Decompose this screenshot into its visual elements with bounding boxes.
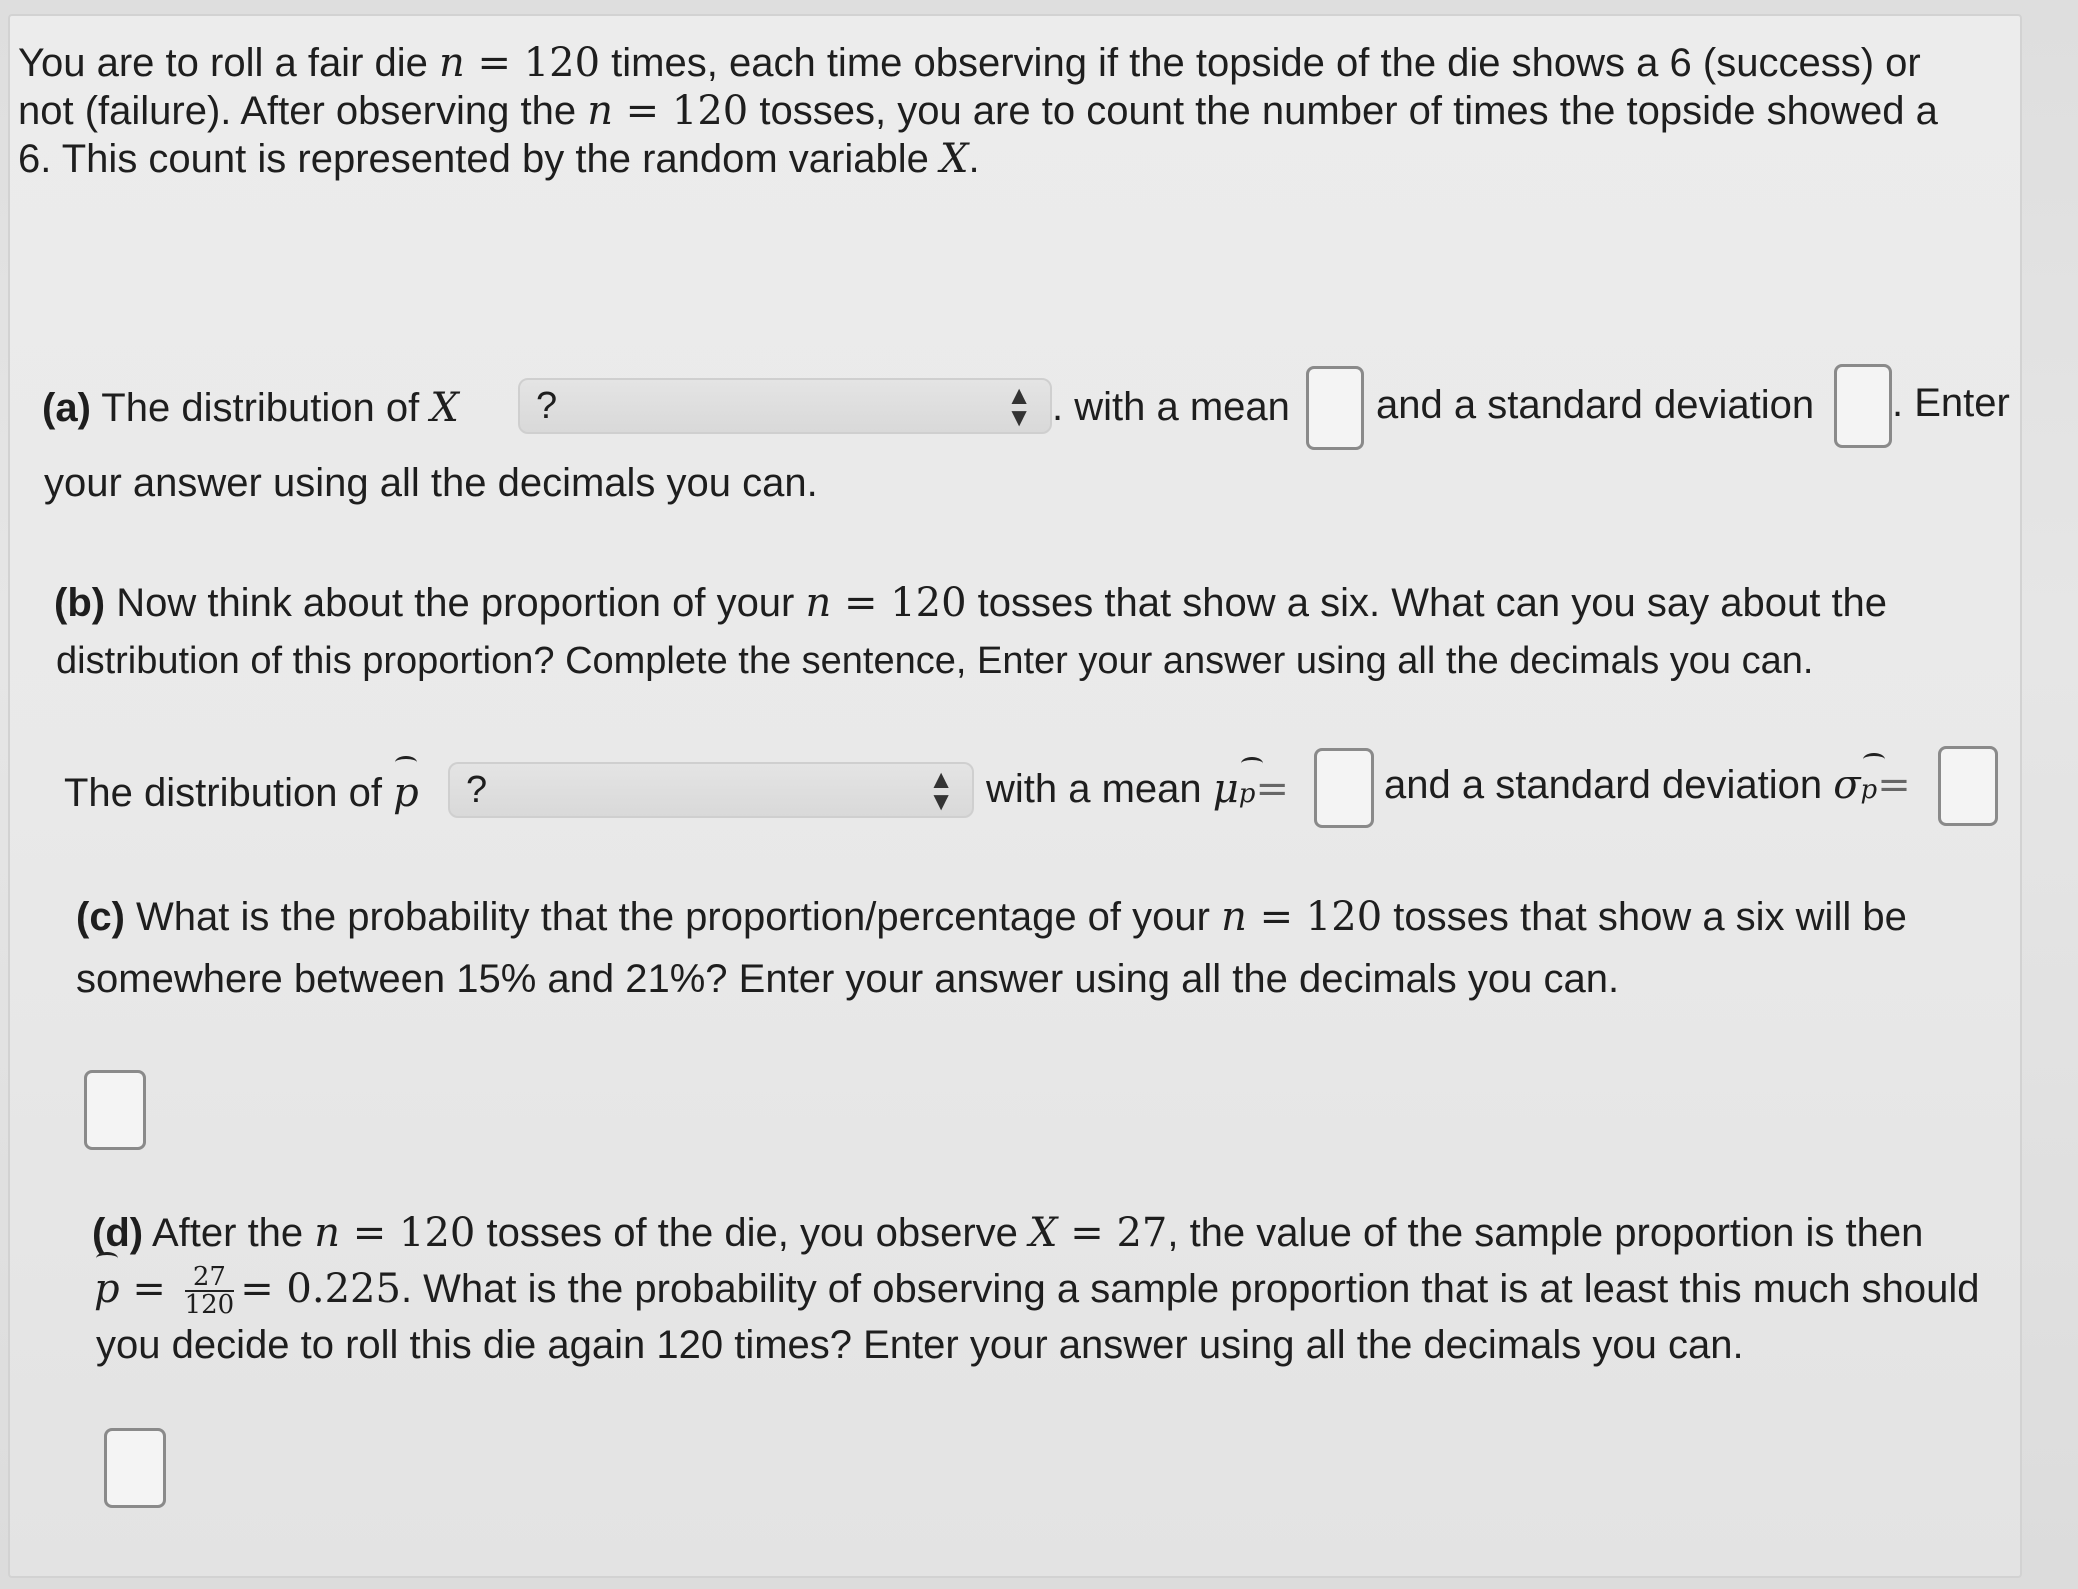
part-a-distribution-select[interactable] bbox=[518, 378, 1052, 434]
part-b-text: The distribution of bbox=[64, 771, 394, 815]
part-a-label: (a) bbox=[42, 386, 91, 430]
part-b-text: Now think about the proportion of your bbox=[105, 581, 806, 625]
p-hat-value: = 0.225 bbox=[240, 1266, 401, 1312]
equals-sign: = bbox=[119, 1266, 179, 1312]
part-c-text: tosses that show a six will be bbox=[1382, 895, 1907, 939]
part-b-line-2: distribution of this proportion? Complete the sentence, Enter your answer using all the decimals you can. bbox=[56, 640, 1814, 682]
part-d-line-1 bbox=[92, 1202, 1923, 1264]
part-a-mean-input[interactable] bbox=[1306, 366, 1364, 450]
intro-text: You are to roll a fair die bbox=[18, 41, 439, 85]
part-c-answer-input[interactable] bbox=[84, 1070, 146, 1150]
part-b-mean-text bbox=[986, 758, 1289, 825]
intro-text: 6. This count is represented by the random variable bbox=[18, 137, 940, 181]
n-variable: n bbox=[314, 1210, 341, 1256]
intro-text: not (failure). After observing the bbox=[18, 89, 588, 133]
n-value: = 120 bbox=[340, 1210, 476, 1256]
part-d-text: After the bbox=[143, 1211, 315, 1255]
select-value: ? bbox=[466, 769, 488, 811]
part-c-text: What is the probability that the proportion/percentage of your bbox=[124, 895, 1222, 939]
part-b-sd-text bbox=[1384, 754, 1911, 821]
intro-text: tosses, you are to count the number of times the topside showed a bbox=[748, 89, 1938, 133]
part-a-sd-text: and a standard deviation bbox=[1376, 383, 1815, 427]
sigma-symbol: σ bbox=[1833, 762, 1861, 808]
part-a-mean-text: . with a mean bbox=[1052, 385, 1290, 429]
intro-text: . bbox=[968, 137, 980, 181]
select-arrows-icon: ▲ ▼ bbox=[928, 764, 954, 816]
p-hat-symbol: p bbox=[94, 1258, 120, 1320]
n-value: = 120 bbox=[831, 580, 967, 626]
part-b-sd-input[interactable] bbox=[1938, 746, 1998, 826]
part-d-text: tosses of the die, you observe bbox=[475, 1211, 1030, 1255]
mu-symbol: μ bbox=[1212, 766, 1239, 812]
part-b-label: (b) bbox=[54, 581, 106, 625]
fraction-numerator: 27 bbox=[185, 1264, 235, 1292]
part-d-line-2 bbox=[94, 1258, 1980, 1320]
x-variable: X bbox=[430, 385, 459, 431]
part-a-line-1 bbox=[42, 377, 459, 439]
part-d-label: (d) bbox=[92, 1211, 144, 1255]
n-value: = 120 bbox=[1246, 894, 1383, 940]
part-c-line-1 bbox=[76, 886, 1907, 948]
intro-text: times, each time observing if the topside of the die shows a 6 (success) or bbox=[600, 41, 1921, 85]
x-variable: X bbox=[1029, 1210, 1058, 1256]
n-variable: n bbox=[587, 88, 613, 134]
x-variable: X bbox=[940, 136, 969, 182]
select-arrows-icon: ▲ ▼ bbox=[1006, 380, 1032, 432]
part-b-text: with a mean bbox=[986, 767, 1213, 811]
equals-sign: = bbox=[1877, 762, 1911, 808]
n-variable: n bbox=[805, 580, 832, 626]
part-d-text: , the value of the sample proportion is then bbox=[1167, 1211, 1924, 1255]
n-value: = 120 bbox=[464, 40, 601, 86]
part-c-line-2: somewhere between 15% and 21%? Enter your answer using all the decimals you can. bbox=[76, 957, 1620, 1001]
p-hat-subscript: p bbox=[1239, 763, 1256, 825]
fraction bbox=[184, 1262, 235, 1321]
n-value: = 120 bbox=[612, 88, 749, 134]
equals-sign: = bbox=[1255, 766, 1289, 812]
p-hat-subscript: p bbox=[1861, 759, 1878, 821]
p-hat-symbol: p bbox=[393, 762, 419, 824]
part-d-line-3: you decide to roll this die again 120 times? Enter your answer using all the decimals you can. bbox=[96, 1323, 1744, 1367]
part-d-answer-input[interactable] bbox=[104, 1428, 166, 1508]
part-a-sd-input[interactable] bbox=[1834, 364, 1892, 448]
n-variable: n bbox=[1221, 894, 1247, 940]
part-a-text: The distribution of bbox=[90, 386, 431, 430]
x-value: = 27 bbox=[1057, 1210, 1168, 1256]
part-a-line-2: your answer using all the decimals you can. bbox=[44, 461, 818, 505]
part-b-sentence-start bbox=[64, 762, 419, 824]
part-b-distribution-select[interactable] bbox=[448, 762, 974, 818]
intro-line-3 bbox=[18, 128, 980, 190]
part-c-label: (c) bbox=[76, 895, 125, 939]
part-a-enter-text: . Enter bbox=[1892, 381, 2010, 425]
part-b-line-1 bbox=[54, 572, 1887, 634]
part-d-text: . What is the probability of observing a sample proportion that is at least this much should bbox=[400, 1267, 1980, 1311]
part-b-text: tosses that show a six. What can you say about the bbox=[966, 581, 1888, 625]
fraction-denominator: 120 bbox=[184, 1290, 235, 1321]
part-b-text: and a standard deviation bbox=[1384, 763, 1834, 807]
n-variable: n bbox=[439, 40, 465, 86]
part-b-mean-input[interactable] bbox=[1314, 748, 1374, 828]
select-value: ? bbox=[536, 385, 558, 427]
